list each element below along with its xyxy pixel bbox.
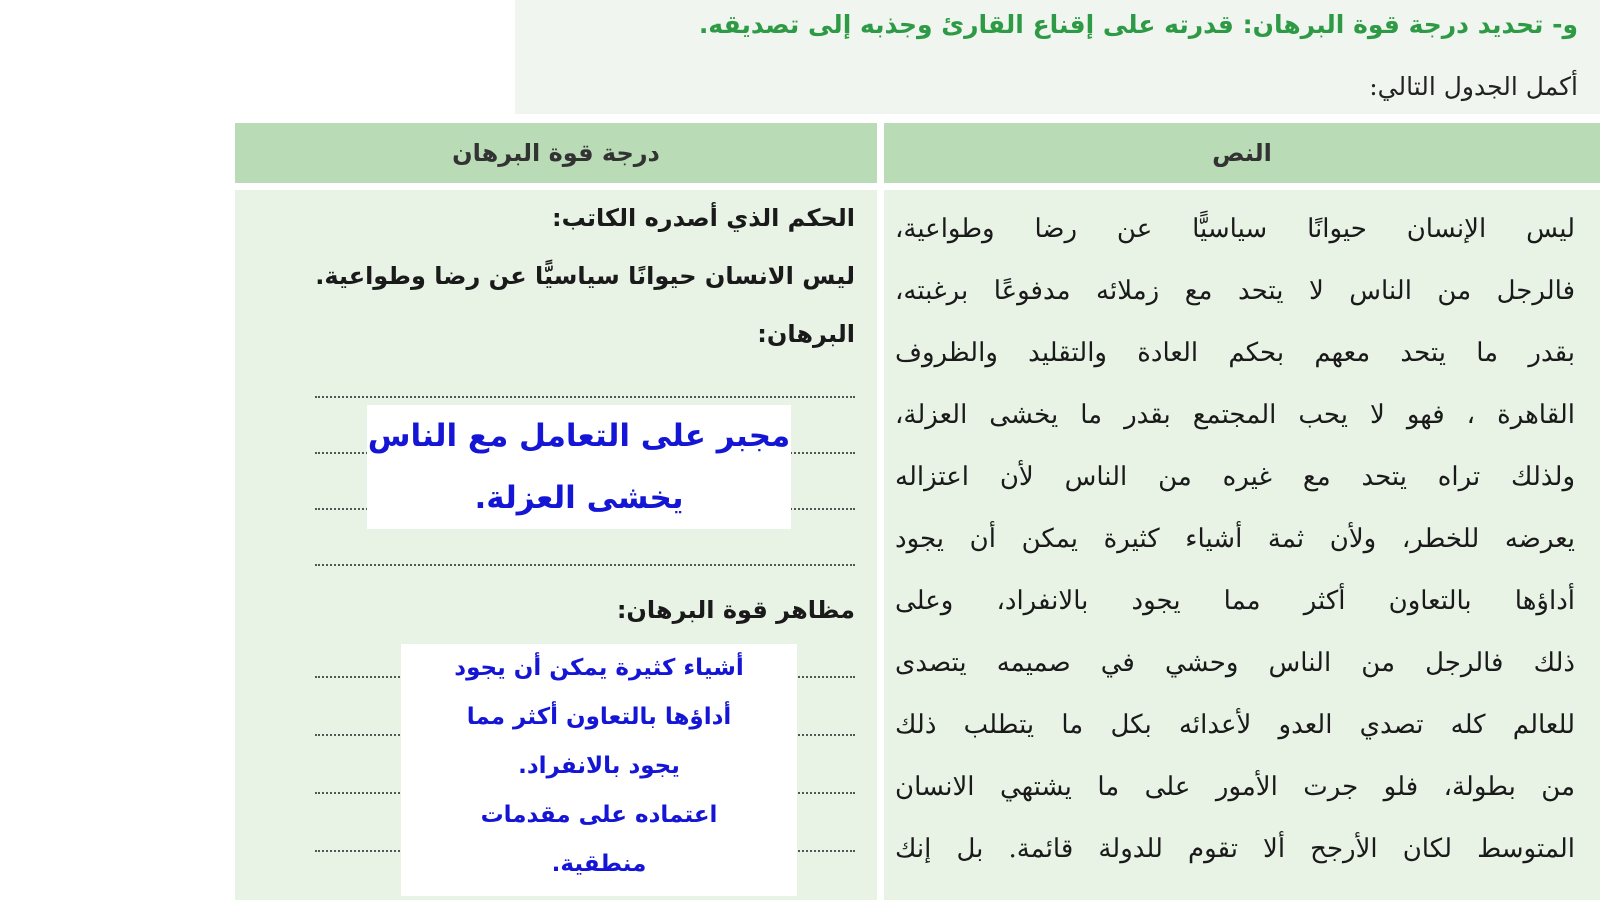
strength-answer-line: أشياء كثيرة يمكن أن يجود bbox=[454, 655, 744, 681]
passage-line: يعرضه للخطر، ولأن ثمة أشياء كثيرة يمكن أن يجود bbox=[895, 524, 1575, 554]
answer-dotted-line bbox=[315, 564, 855, 566]
passage-line: للعالم كله تصدي العدو لأعدائه بكل ما يتطلب ذلك bbox=[895, 710, 1575, 740]
strength-answer-box bbox=[401, 644, 797, 896]
column-header-strength: درجة قوة البرهان bbox=[235, 123, 877, 183]
passage-line: ليس الإنسان حيوانًا سياسيًّا عن رضا وطواعية، bbox=[895, 214, 1575, 244]
strength-answer-line: يجود بالانفراد. bbox=[518, 753, 680, 779]
strength-answer-line: اعتماده على مقدمات bbox=[480, 802, 718, 828]
instruction-text: أكمل الجدول التالي: bbox=[1369, 72, 1578, 101]
section-title: و- تحديد درجة قوة البرهان: قدرته على إقناع القارئ وجذبه إلى تصديقه. bbox=[698, 10, 1578, 39]
passage-text bbox=[895, 198, 1575, 880]
passage-line: ذلك فالرجل من الناس وحشي في صميمه يتصدى bbox=[895, 648, 1575, 678]
proof-answer-line: يخشى العزلة. bbox=[474, 480, 684, 516]
passage-line: بقدر ما يتحد معهم بحكم العادة والتقليد والظروف bbox=[895, 338, 1575, 368]
passage-line: القاهرة ، فهو لا يحب المجتمع بقدر ما يخشى العزلة، bbox=[895, 400, 1575, 430]
analysis-table bbox=[230, 118, 1600, 900]
judgment-label: الحكم الذي أصدره الكاتب: bbox=[552, 204, 855, 232]
judgment-text: ليس الانسان حيوانًا سياسيًّا عن رضا وطواعية. bbox=[315, 262, 855, 290]
passage-line: أداؤها بالتعاون أكثر مما يجود بالانفراد، وعلى bbox=[895, 586, 1575, 616]
proof-answer-line: مجبر على التعامل مع الناس bbox=[367, 418, 791, 454]
strength-answer-line: أداؤها بالتعاون أكثر مما bbox=[466, 704, 732, 730]
passage-line: من بطولة، فلو جرت الأمور على ما يشتهي الانسان bbox=[895, 772, 1575, 802]
column-header-text: النص bbox=[884, 123, 1600, 183]
strength-cell bbox=[235, 190, 877, 900]
passage-line: المتوسط لكان الأرجح ألا تقوم للدولة قائمة. بل إنك bbox=[895, 834, 1575, 864]
passage-line: ولذلك تراه يتحد مع غيره من الناس لأن اعتزاله bbox=[895, 462, 1575, 492]
strength-label: مظاهر قوة البرهان: bbox=[616, 596, 855, 624]
answer-dotted-line bbox=[315, 396, 855, 398]
proof-label: البرهان: bbox=[757, 320, 855, 348]
passage-cell bbox=[884, 190, 1600, 900]
proof-answer-box bbox=[367, 405, 791, 529]
strength-answer-line: منطقية. bbox=[551, 851, 647, 877]
passage-line: فالرجل من الناس لا يتحد مع زملائه مدفوعًا برغبته، bbox=[895, 276, 1575, 306]
